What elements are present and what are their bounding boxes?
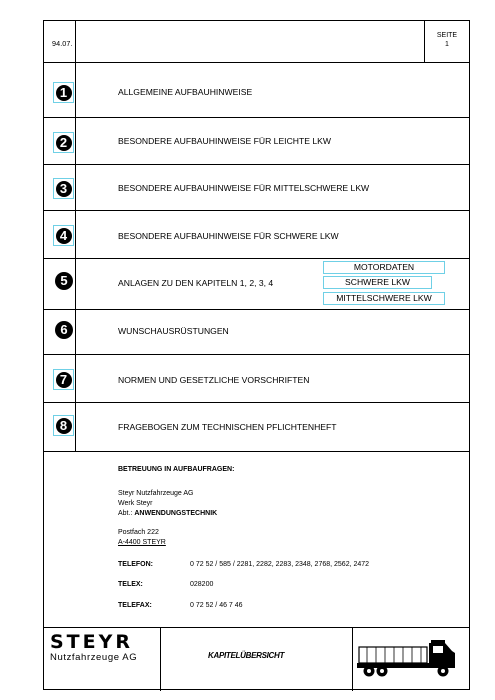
department-name: ANWENDUNGSTECHNIK [134, 510, 218, 517]
left-column-divider [75, 21, 76, 451]
contact-city: A-4400 STEYR [118, 539, 166, 546]
page-indicator [425, 31, 469, 49]
footer-title: KAPITELÜBERSICHT [208, 651, 285, 660]
contact-postbox: Postfach 222 [118, 529, 159, 536]
row-divider [44, 258, 469, 259]
header-divider [44, 62, 469, 63]
row-divider [44, 451, 469, 452]
chapter-number-badge: 5 [55, 272, 73, 290]
chapter-title: ANLAGEN ZU DEN KAPITELN 1, 2, 3, 4 [118, 278, 274, 288]
footer-right-divider [352, 627, 353, 691]
chapter-title: ALLGEMEINE AUFBAUHINWEISE [118, 87, 253, 97]
chapter-title: WUNSCHAUSRÜSTUNGEN [118, 326, 229, 336]
chapter-number-badge: 2 [56, 135, 72, 151]
row-divider [44, 210, 469, 211]
footer-divider [44, 627, 469, 628]
annex-tag-mittelschwere-lkw[interactable]: MITTELSCHWERE LKW [323, 292, 445, 305]
chapter-number-badge: 8 [56, 418, 72, 434]
phone-number: 0 72 52 / 585 / 2281, 2282, 2283, 2348, 2768, 2562, 2472 [190, 561, 370, 568]
brand-subtitle: Nutzfahrzeuge AG [50, 652, 138, 663]
chapter-title: FRAGEBOGEN ZUM TECHNISCHEN PFLICHTENHEFT [118, 422, 337, 432]
telex-label: TELEX: [118, 581, 143, 588]
steyr-logo [50, 632, 137, 663]
document-date: 94.07. [52, 39, 73, 48]
contact-plant: Werk Steyr [118, 500, 153, 507]
annex-tag-schwere-lkw[interactable]: SCHWERE LKW [323, 276, 432, 289]
page-label: SEITE [436, 32, 458, 39]
chapter-number-box [53, 82, 74, 103]
chapter-number-badge: 4 [56, 228, 72, 244]
chapter-number-box [53, 225, 74, 246]
row-divider [44, 402, 469, 403]
chapter-number-badge: 7 [56, 372, 72, 388]
truck-icon [357, 635, 465, 679]
row-divider [44, 164, 469, 165]
department-prefix: Abt.: [118, 510, 133, 517]
row-divider [44, 309, 469, 310]
page-number: 1 [445, 41, 449, 48]
chapter-number-badge: 1 [56, 85, 72, 101]
fax-number: 0 72 52 / 46 7 46 [190, 602, 243, 609]
chapter-number-box [53, 369, 74, 390]
chapter-title: BESONDERE AUFBAUHINWEISE FÜR MITTELSCHWERE LKW [118, 183, 370, 193]
footer-left-divider [160, 627, 161, 691]
row-divider [44, 117, 469, 118]
brand-name: STEYR [50, 631, 134, 653]
chapter-number-badge: 3 [56, 181, 72, 197]
chapter-title: BESONDERE AUFBAUHINWEISE FÜR SCHWERE LKW [118, 231, 339, 241]
chapter-title: NORMEN UND GESETZLICHE VORSCHRIFTEN [118, 375, 310, 385]
chapter-number-box [53, 178, 74, 199]
chapter-number-badge: 6 [55, 321, 73, 339]
phone-label: TELEFON: [118, 561, 153, 568]
contact-heading: BETREUUNG IN AUFBAUFRAGEN: [118, 466, 235, 473]
chapter-title: BESONDERE AUFBAUHINWEISE FÜR LEICHTE LKW [118, 136, 331, 146]
page-frame [43, 20, 470, 690]
telex-number: 028200 [190, 581, 214, 588]
annex-tag-motordaten[interactable]: MOTORDATEN [323, 261, 445, 274]
contact-department [118, 510, 217, 517]
chapter-number-box [53, 132, 74, 153]
contact-company: Steyr Nutzfahrzeuge AG [118, 490, 194, 497]
row-divider [44, 354, 469, 355]
chapter-number-box [53, 415, 74, 436]
fax-label: TELEFAX: [118, 602, 152, 609]
